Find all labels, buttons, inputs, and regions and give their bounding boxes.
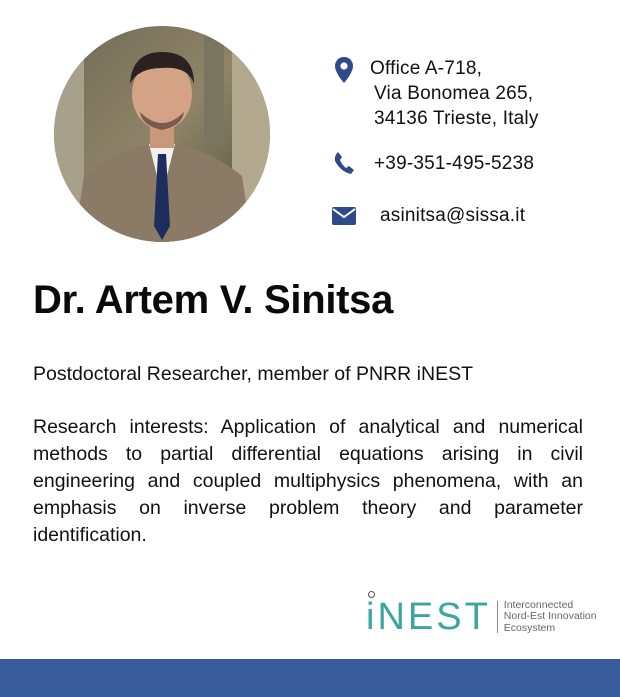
email-address[interactable]: asinitsa@sissa.it <box>380 205 526 226</box>
address-line-3: 34136 Trieste, Italy <box>374 108 539 129</box>
address-line-1: Office A-718, <box>370 58 483 79</box>
logo-wordmark: iNEST <box>366 596 491 638</box>
logo-tagline-line-2: Nord-Est Innovation <box>503 610 597 623</box>
email-row <box>330 203 525 228</box>
logo-tagline <box>504 600 597 635</box>
inest-logo <box>366 597 597 637</box>
logo-divider <box>497 601 498 633</box>
logo-mark <box>366 597 491 637</box>
person-name: Dr. Artem V. Sinitsa <box>33 278 394 322</box>
location-pin-icon <box>330 56 358 84</box>
logo-dot-icon <box>368 591 375 598</box>
portrait-illustration <box>54 26 270 242</box>
logo-tagline-line-3: Ecosystem <box>503 621 556 634</box>
logo-tagline-line-1: Interconnected <box>503 598 574 611</box>
footer-bar <box>0 659 620 697</box>
address-text <box>370 56 539 131</box>
phone-row <box>330 151 534 176</box>
phone-number[interactable]: +39-351-495-5238 <box>374 153 535 174</box>
research-interests: Research interests: Application of analytical and numerical methods to partial differential equations arising in civil engineering and coupled multiphysics phenomena, with an emphasis on inverse problem theory and parameter identification. <box>33 416 583 546</box>
address-row <box>330 56 539 131</box>
address-line-2: Via Bonomea 265, <box>374 83 534 104</box>
envelope-icon <box>330 203 358 226</box>
profile-photo <box>54 26 270 242</box>
phone-icon <box>330 151 358 175</box>
role-text: Postdoctoral Researcher, member of PNRR iNEST <box>33 363 473 385</box>
